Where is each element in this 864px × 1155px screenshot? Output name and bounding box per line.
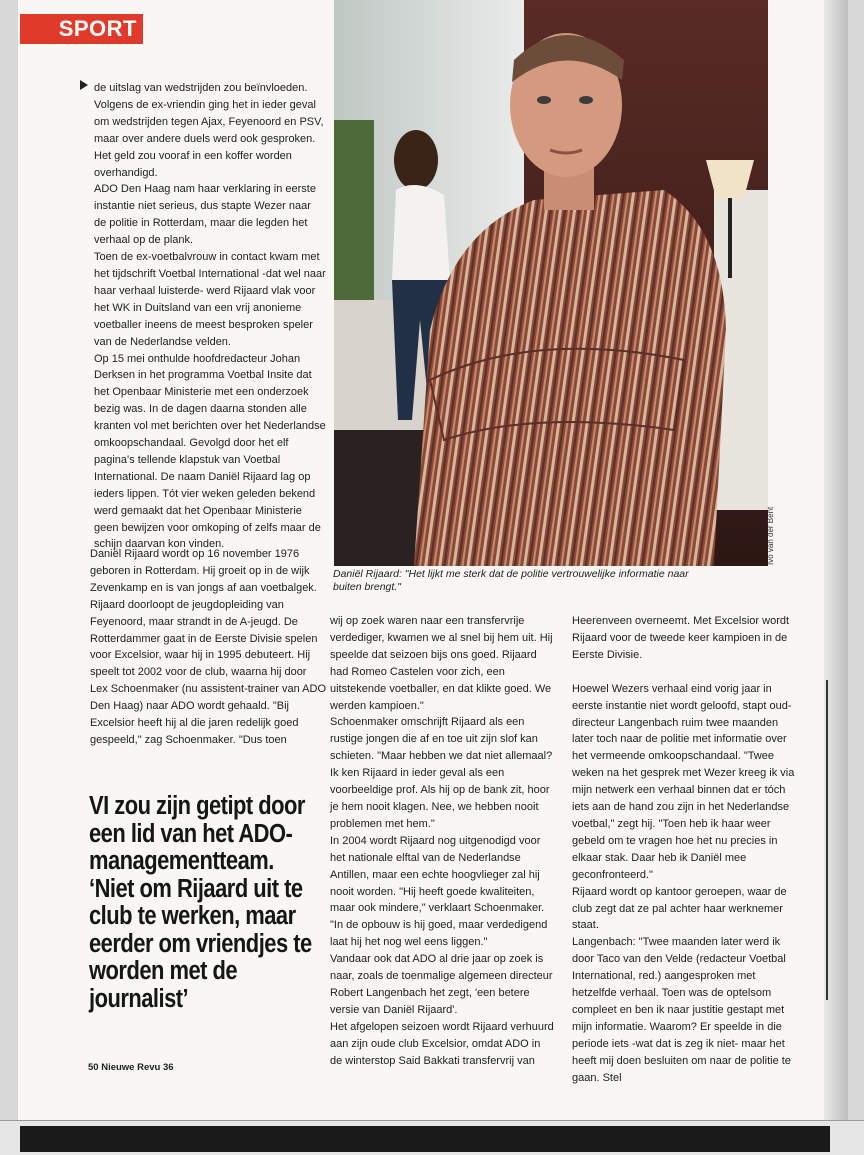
paragraph: Heerenveen overneemt. Met Excelsior wordt Rijaard voor de tweede keer kampioen in de Eerste Divisie. — [572, 615, 790, 661]
paragraph: Toen de ex-voetbalvrouw in contact kwam met het tijdschrift Voetbal International -dat wel naar haar verhaal luisterde- werd Rijaard vlak voor het WK in Duitsland van een vrij anonieme voetballer ineens de meest besproken speler van de Nederlandse velden. — [94, 251, 326, 348]
article-column-1-lower — [90, 546, 326, 749]
section-tag: SPORT — [20, 14, 143, 44]
paragraph: wij op zoek waren naar een transfervrije verdediger, kwamen we al snel bij hem uit. Hij speelde dat seizoen bijs ons goed. Rijaard had Romeo Castelen voor zich, een uitstekende voetballer, en dat klikte goed. We werden kampioen." — [330, 615, 553, 712]
paragraph: Hoewel Wezers verhaal eind vorig jaar in eerste instantie niet wordt geloofd, stapt oud-directeur Langenbach ruim twee maanden later toch naar de politie met informatie over het vermeende omkoopschandaal. "Twee weken na het gesprek met Wezer kreeg ik via mijn netwerk een verhaal binnen dat er tóch iets aan de hand zou zijn in het Nederlandse voetbal," zegt hij. "Toen heb ik haar weer gebeld om te vragen hoe het nu precies in elkaar stak. Daar heb ik Daniël mee geconfronteerd." — [572, 682, 795, 881]
article-photo — [334, 0, 768, 566]
paragraph: Rijaard wordt op kantoor geroepen, waar de club zegt dat ze pal achter haar werknemer staat. — [572, 885, 787, 932]
photo-caption: Daniël Rijaard: "Het lijkt me sterk dat de politie vertrouwelijke informatie naar buiten brengt." — [333, 568, 689, 593]
paragraph: Vandaar ook dat ADO al drie jaar op zoek is naar, zoals de toenmalige algemeen directeur Robert Langenbach het zegt, 'een betere versie van Daniël Rijaard'. — [330, 953, 553, 1016]
paragraph: Op 15 mei onthulde hoofdredacteur Johan Derksen in het programma Voetbal Insite dat het Openbaar Ministerie met een onderzoek bezig was. In de dagen daarna stonden alle kranten vol met berichten over het Nederlandse omkoopschandaal. Gevolgd door het elf pagina's tellende klapstuk van Voetbal International. De naam Daniël Rijaard lag op ieders lippen. Tót vier weken geleden bekend werd gemaakt dat het Openbaar Ministerie geen bewijzen voor omkoping of zelfs maar de schijn daarvan kon vinden. — [94, 352, 326, 551]
paragraph: In 2004 wordt Rijaard nog uitgenodigd voor het nationale elftal van de Nederlandse Antillen, maar een echte hoogvlieger zal hij nooit worden. "Hij heeft goede kwaliteiten, maar ook mindere," verklaart Schoenmaker. "In de opbouw is hij goed, maar verdedigend laat hij het nog wel eens liggen." — [330, 834, 548, 949]
article-column-2 — [330, 613, 554, 1069]
paragraph-text: de uitslag van wedstrijden zou beïnvloeden. Volgens de ex-vriendin ging het in ieder geval om wedstrijden tegen Ajax, Feyenoord en PSV, maar over andere duels werd ook gesproken. Het geld zou vooraf in een koffer worden overhandigd. — [94, 82, 324, 179]
paragraph: Daniël Rijaard wordt op 16 november 1976 geboren in Rotterdam. Hij groeit op in de wijk Zevenkamp en is van jongs af aan voetbalgek. Rijaard doorloopt de jeugdopleiding van Feyenoord, maar strandt in de A-jeugd. De Rotterdammer gaat in de Eerste Divisie spelen voor Excelsior, waar hij in 1995 debuteert. Hij speelt tot 2002 voor de club, waarna hij door Lex Schoenmaker (nu assistent-trainer van ADO Den Haag) naar ADO wordt gehaald. "Bij Excelsior heeft hij al die jaren redelijk goed gespeeld," zag Schoenmaker. "Dus toen — [90, 548, 327, 746]
article-column-1 — [94, 80, 326, 553]
column-rule — [826, 680, 828, 1000]
paragraph: ADO Den Haag nam haar verklaring in eerste instantie niet serieus, dus stapte Wezer naar de politie in Rotterdam, maar die legden het verhaal op de plank. — [94, 183, 316, 247]
photo-credit — [766, 551, 775, 565]
scan-border — [20, 1126, 830, 1152]
pull-quote: VI zou zijn getipt door een lid van het ADO-managementteam. ‘Niet om Rijaard uit te club te werken, maar eerder om vriendjes te worden met de journalist’ — [89, 792, 312, 1013]
paragraph: Het afgelopen seizoen wordt Rijaard verhuurd aan zijn oude club Excelsior, omdat ADO in de winterstop Said Bakkati transfervrij van — [330, 1020, 554, 1067]
continuation-arrow-icon — [80, 80, 88, 90]
article-column-3 — [572, 613, 798, 1086]
paragraph — [94, 80, 326, 181]
paragraph: Langenbach: "Twee maanden later werd ik door Taco van den Velde (redacteur Voetbal International, red.) aangesproken met hetzelfde verhaal. Toen was de optelsom compleet en ben ik naar justitie gestapt met mijn informatie. Waarom? Er speelde in die periode iets -wat dat is zeg ik niet- maar het heeft mij doen besluiten om naar de politie te gaan. Stel — [572, 936, 791, 1084]
page-folio: 50 Nieuwe Revu 36 — [88, 1062, 174, 1073]
paragraph: Schoenmaker omschrijft Rijaard als een rustige jongen die af en toe uit zijn slof kan schieten. "Maar hebben we dat niet allemaal? Ik ken Rijaard in ieder geval als een voorbeeldige prof. Als hij op de bank zit, hoor je hem nooit klagen. Nee, we hebben nooit problemen met hem." — [330, 716, 553, 830]
photo-illustration — [334, 0, 768, 566]
scan-bottom-edge — [0, 1120, 864, 1155]
